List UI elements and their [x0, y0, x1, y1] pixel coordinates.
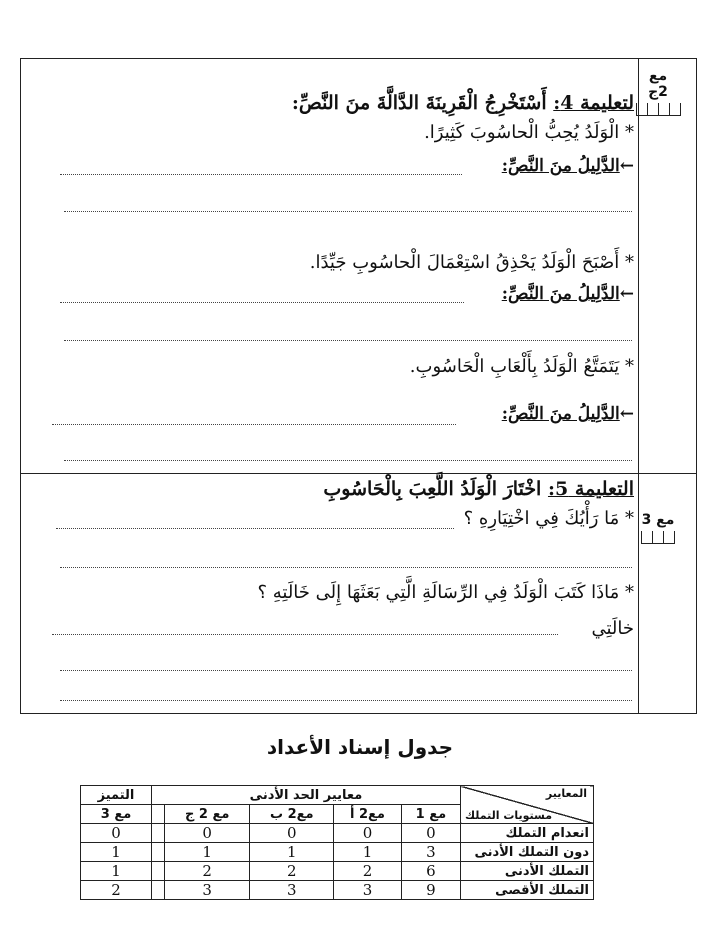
level-label: دون التملك الأدنى	[461, 843, 594, 862]
level-label: انعدام التملك	[461, 824, 594, 843]
corner-bottom-label: مستويات التملك	[465, 809, 553, 822]
spacer-cell	[152, 862, 165, 881]
score-cell: 1	[334, 843, 402, 862]
score-box	[641, 531, 652, 544]
answer-line[interactable]	[60, 567, 632, 568]
answer-line[interactable]	[64, 340, 632, 341]
score-cell: 3	[401, 843, 460, 862]
column-header: مع2 ب	[250, 805, 334, 824]
spacer-cell	[152, 843, 165, 862]
criterion-cell-3	[628, 512, 688, 544]
score-box	[647, 103, 658, 116]
evidence-label: الدَّلِيلُ منَ النَّصِّ:	[501, 156, 620, 176]
question-1: * مَا رَأْيُكَ فِي اخْتِيَارِهِ ؟	[463, 508, 634, 529]
answer-line[interactable]	[56, 528, 454, 529]
arrow-icon: ←	[619, 404, 634, 424]
answer-line[interactable]	[60, 302, 464, 303]
evidence-label: الدَّلِيلُ منَ النَّصِّ:	[501, 404, 620, 424]
column-header: مع 3	[81, 805, 152, 824]
instruction-text: أَسْتَخْرِجُ الْقَرِينَةَ الدَّالَّةَ منَ النَّصِّ:	[291, 92, 547, 114]
evidence-prompt-2	[502, 284, 634, 304]
statement-2: * أَصْبَحَ الْوَلَدُ يَحْذِقُ اسْتِعْمَالَ الْحاسُوبِ جَيِّدًا.	[309, 252, 634, 273]
answer-line[interactable]	[52, 634, 558, 635]
score-box	[663, 531, 675, 544]
instruction-text: اخْتَارَ الْوَلَدُ اللَّعِبَ بِالْحَاسُوبِ	[323, 478, 542, 500]
score-box	[652, 531, 663, 544]
instruction-5-heading	[323, 478, 634, 500]
score-cell: 3	[165, 881, 250, 900]
group-min-header: معايير الحد الأدنى	[152, 786, 461, 805]
score-cell: 3	[334, 881, 402, 900]
criterion-label: مع	[648, 68, 668, 84]
score-cell: 2	[81, 881, 152, 900]
letter-opening: خالَتِي	[591, 618, 634, 639]
score-boxes	[628, 103, 688, 116]
instruction-4-heading	[292, 92, 634, 114]
instruction-label: التعليمة 5:	[547, 478, 634, 500]
score-cell: 2	[250, 862, 334, 881]
grading-table	[80, 785, 594, 900]
group-excel-header: التميز	[81, 786, 152, 805]
score-box	[658, 103, 669, 116]
arrow-icon: ←	[619, 284, 634, 304]
criteria-column-divider	[638, 59, 639, 713]
column-header: مع 1	[401, 805, 460, 824]
table-row	[81, 824, 594, 843]
statement-1: * الْوَلَدُ يُحِبُّ الْحاسُوبَ كَثِيرًا.	[424, 122, 634, 143]
score-cell: 1	[81, 843, 152, 862]
table-row	[81, 843, 594, 862]
level-label: التملك الأدنى	[461, 862, 594, 881]
score-cell: 0	[401, 824, 460, 843]
column-header: مع 2 ج	[165, 805, 250, 824]
answer-line[interactable]	[52, 424, 456, 425]
spacer-cell	[152, 881, 165, 900]
answer-line[interactable]	[60, 700, 632, 701]
section-divider	[21, 473, 696, 474]
criterion-cell-2c	[628, 68, 688, 116]
table-row	[81, 862, 594, 881]
answer-line[interactable]	[64, 460, 632, 461]
table-corner-cell	[461, 786, 594, 824]
level-label: التملك الأقصى	[461, 881, 594, 900]
score-cell: 3	[250, 881, 334, 900]
score-cell: 0	[334, 824, 402, 843]
spacer-cell	[152, 824, 165, 843]
criterion-code: 2ج	[648, 84, 668, 100]
evidence-prompt-3	[502, 404, 634, 424]
question-2: * مَاذَا كَتَبَ الْوَلَدُ فِي الرِّسَالَةِ الَّتِي بَعَثَهَا إِلَى خَالَتِهِ ؟	[257, 582, 634, 603]
score-cell: 0	[81, 824, 152, 843]
answer-line[interactable]	[60, 670, 632, 671]
score-cell: 1	[165, 843, 250, 862]
score-box	[636, 103, 647, 116]
evidence-label: الدَّلِيلُ منَ النَّصِّ:	[501, 284, 620, 304]
score-cell: 2	[165, 862, 250, 881]
score-cell: 0	[165, 824, 250, 843]
table-header-row	[81, 786, 594, 805]
score-box	[669, 103, 681, 116]
score-boxes	[628, 531, 688, 544]
statement-3: * يَتَمَتَّعُ الْوَلَدُ بِأَلْعَابِ الْحَاسُوبِ.	[409, 356, 634, 377]
arrow-icon: ←	[619, 156, 634, 176]
score-cell: 9	[401, 881, 460, 900]
answer-line[interactable]	[64, 211, 632, 212]
grading-table-title: جدول إسناد الأعداد	[266, 735, 454, 759]
column-header: مع2 أ	[334, 805, 402, 824]
instruction-label: لتعليمة 4:	[553, 92, 634, 114]
score-cell: 0	[250, 824, 334, 843]
evidence-prompt-1	[502, 156, 634, 176]
score-cell: 1	[81, 862, 152, 881]
spacer-cell	[152, 805, 165, 824]
corner-top-label: المعايير	[545, 787, 587, 800]
answer-line[interactable]	[60, 174, 462, 175]
criterion-label: مع 3	[641, 512, 675, 528]
score-cell: 2	[334, 862, 402, 881]
score-cell: 6	[401, 862, 460, 881]
table-row	[81, 881, 594, 900]
score-cell: 1	[250, 843, 334, 862]
